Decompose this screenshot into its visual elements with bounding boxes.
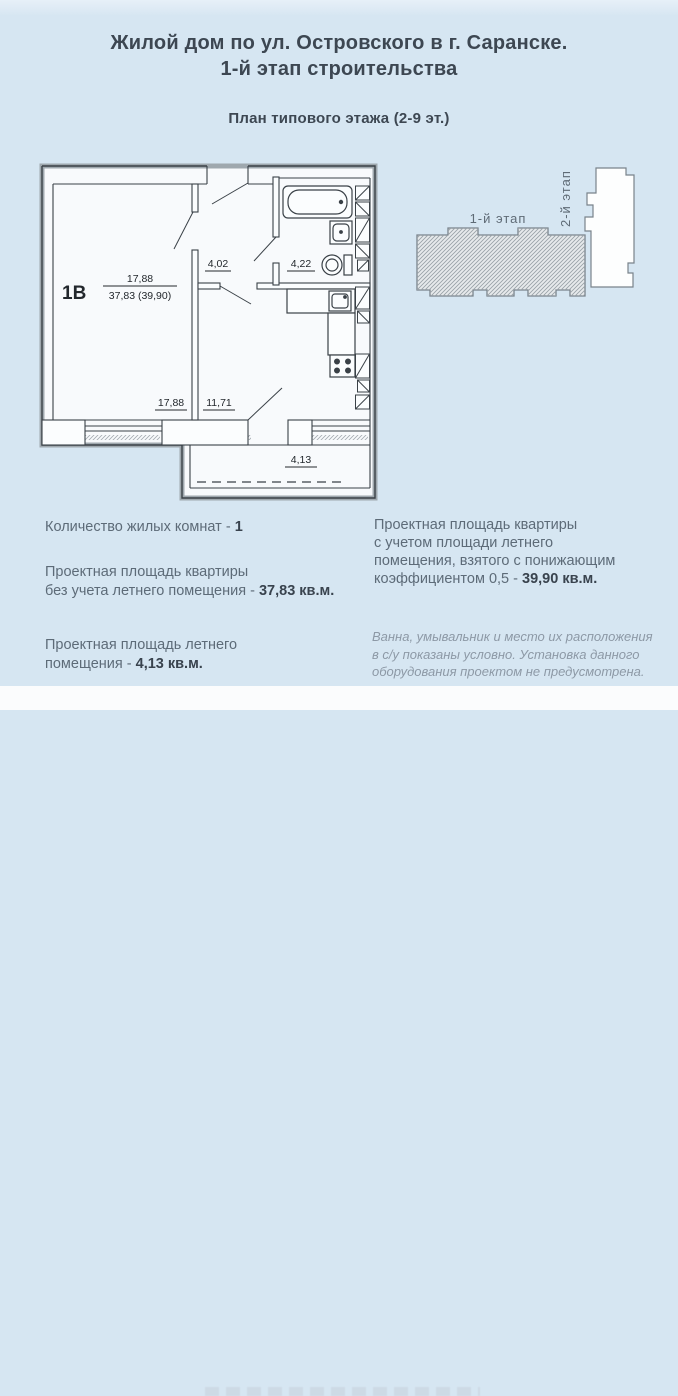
bathtub (283, 186, 352, 218)
spec-area-summer-value: 4,13 кв.м. (135, 656, 203, 672)
site-plan (410, 165, 640, 305)
vent-shafts (356, 186, 370, 409)
title-line-2: 1-й этап строительства (220, 58, 458, 80)
apartment-code: 1В (62, 283, 87, 304)
stage1-hatch (417, 228, 585, 296)
spec-area-main-line2 (45, 582, 365, 601)
interior-wall-bathroom (273, 177, 279, 285)
title-line-1: Жилой дом по ул. Островского в г. Саранске. (110, 32, 568, 54)
dim-living: 17,88 (157, 397, 185, 409)
dim-kitchen: 11,71 (206, 397, 232, 409)
dim-bath: 4,22 (290, 258, 312, 270)
dim-hall: 4,02 (207, 258, 229, 270)
spec-area-total-value: 39,90 кв.м. (522, 571, 598, 587)
total-area: 37,83 (39,90) (108, 290, 172, 302)
dim-balcony: 4,13 (290, 454, 312, 466)
note-line2: в с/у показаны условно. Установка данного (372, 646, 640, 662)
spec-area-total (374, 516, 664, 588)
spec-area-total-line4 (374, 570, 664, 588)
spec-area-total-line1: Проектная площадь квартиры (374, 517, 578, 533)
stage2-building (585, 168, 634, 287)
spec-area-main (45, 563, 365, 601)
stage2-label: 2-й этап (558, 170, 573, 227)
spec-area-summer-line2 (45, 655, 365, 674)
spec-area-total-line3: помещения, взятого с понижающим (374, 553, 616, 569)
spec-area-main-line1: Проектная площадь квартиры (45, 564, 249, 580)
floor-plan-svg (35, 158, 380, 508)
toilet (322, 255, 352, 275)
spec-area-summer (45, 636, 365, 674)
header (0, 30, 678, 127)
floor-plan (35, 158, 380, 508)
site-plan-svg (410, 165, 640, 305)
spec-area-main-text: без учета летнего помещения - (45, 583, 259, 599)
top-sheen (0, 0, 678, 16)
bottom-white-strip (0, 686, 678, 710)
stove (330, 355, 355, 377)
note-line3: оборудования проектом не предусмотрена. (372, 664, 645, 679)
spec-area-total-line2: с учетом площади летнего (374, 535, 554, 551)
note-line1: Ванна, умывальник и место их расположения (372, 629, 653, 644)
spec-area-summer-line1: Проектная площадь летнего (45, 637, 238, 653)
spec-area-summer-text: помещения - (45, 656, 136, 672)
spec-area-total-text: коэффициентом 0,5 - (374, 571, 522, 587)
plan-subtitle: План типового этажа (2-9 эт.) (228, 110, 450, 127)
stage1-label: 1-й этап (469, 211, 527, 226)
page-title (0, 30, 678, 82)
living-area-top: 17,88 (126, 273, 154, 285)
bathroom-sink (330, 221, 352, 244)
cropped-footer-text (205, 1387, 480, 1396)
spec-rooms-count (45, 518, 365, 537)
spec-rooms-value: 1 (234, 519, 243, 535)
spec-rooms-text: Количество жилых комнат - (45, 519, 235, 535)
disclaimer-note (372, 628, 667, 681)
spec-area-main-value: 37,83 кв.м. (258, 583, 335, 599)
